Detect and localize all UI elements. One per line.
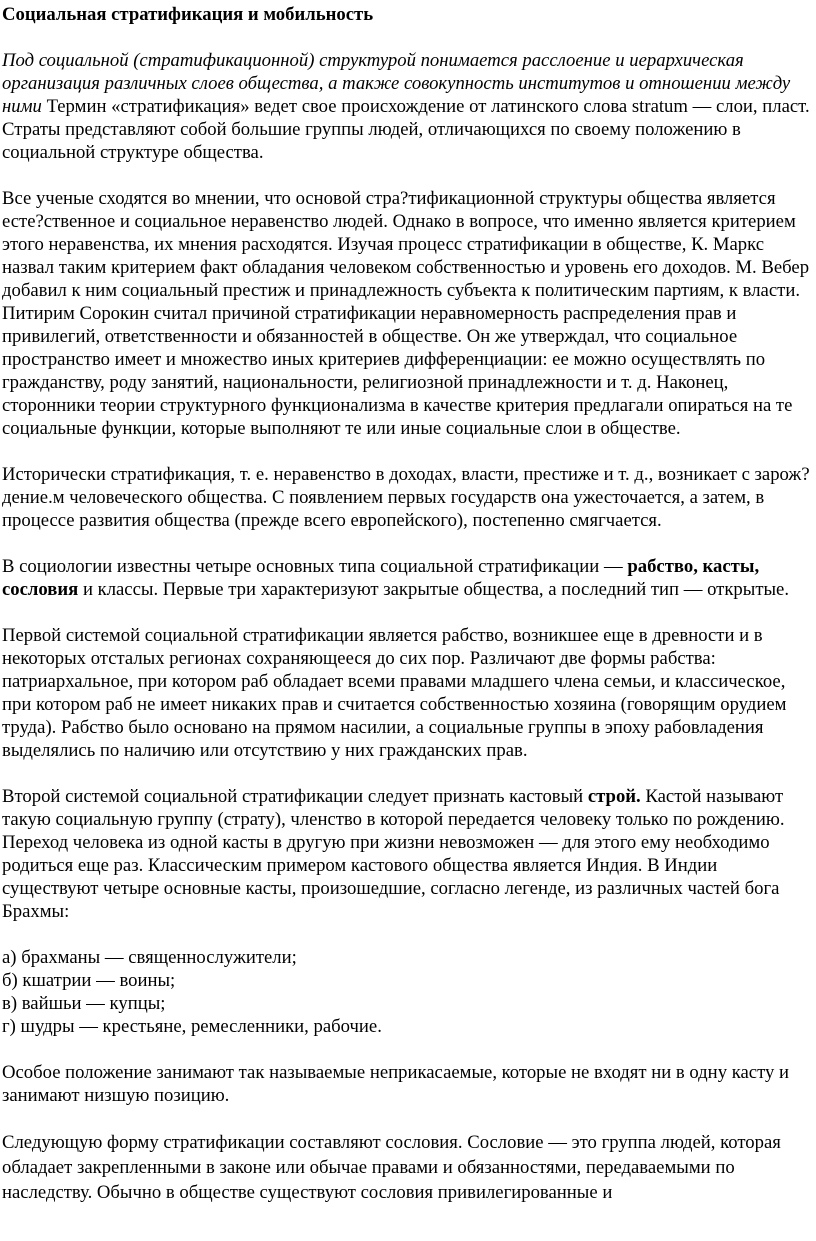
- paragraph-types: [2, 555, 816, 601]
- intro-rest: Термин «стратификация» ведет свое происхождение от латинского слова stratum — слои, пласт. Страты представляют собой большие группы людей, отличающихся по своему положению в социальной структуре общества.: [2, 96, 810, 163]
- document-page: [0, 3, 816, 1241]
- list-item: г) шудры — крестьяне, ремесленники, рабочие.: [2, 1016, 382, 1037]
- list-item: а) брахманы — священнослужители;: [2, 947, 297, 968]
- paragraph-slavery: Первой системой социальной стратификации является рабство, возникшее еще в древности и в некоторых отсталых регионах сохраняющееся до сих пор. Различают две формы рабства: патриархальное, при котором раб обладает всеми правами младшего члена семьи, и классическое, при котором раб не имеет никаких прав и считается собственностью хозяина (говорящим орудием труда). Рабство было основано на прямом насилии, а социальные группы в эпоху рабовладения выделялись по наличию или отсутствию у них гражданских прав.: [2, 625, 787, 761]
- definition-italic: Под социальной (стратификационной) структурой понимается расслоение и иерархическая организация различных слоев общества, а также совокупность институтов и отношении между ними: [2, 50, 791, 117]
- list-item: б) кшатрии — воины;: [2, 970, 176, 991]
- types-rest: и классы. Первые три характеризуют закрытые общества, а последний тип — открытые.: [78, 579, 790, 600]
- castes-bold: строй.: [587, 786, 641, 807]
- castes-rest: Кастой называют такую социальную группу (страту), членство в которой передается человеку только по рождению. Переход человека из одной касты в другую при жизни невозможен — для этого ему необходимо родиться еще раз. Классическим примером кастового общества является Индия. В Индии существуют четыре основные касты, произошедшие, согласно легенде, из различных частей бога Брахмы:: [2, 786, 785, 922]
- paragraph-intro: [2, 49, 816, 164]
- paragraph-castes: [2, 785, 816, 923]
- document-title: Социальная стратификация и мобильность: [2, 4, 374, 25]
- castes-list: [2, 946, 816, 1038]
- list-item: в) вайшьи — купцы;: [2, 993, 166, 1014]
- types-lead: В социологии известны четыре основных типа социальной стратификации —: [2, 556, 628, 577]
- paragraph-history: Исторически стратификация, т. е. неравенство в доходах, власти, престиже и т. д., возникает с зарож?дение.м человеческого общества. С появлением первых государств она ужесточается, а затем, в процессе развития общества (прежде всего европейского), постепенно смягчается.: [2, 464, 810, 531]
- paragraph-criteria: Все ученые сходятся во мнении, что основой стра?тификационной структуры общества является есте?ственное и социальное неравенство людей. Однако в вопросе, что именно является критерием этого неравенства, их мнения расходятся. Изучая процесс стратификации в обществе, К. Маркс назвал таким критерием факт обладания человеком собственностью и уровень его доходов. М. Вебер добавил к ним социальный престиж и принадлежность субъекта к политическим партиям, к власти. Питирим Сорокин считал причиной стратификации неравномерность распределения прав и привилегий, ответственности и обязанностей в обществе. Он же утверждал, что социальное пространство имеет и множество иных критериев дифференциации: ее можно осуществлять по гражданству, роду занятий, национальности, религиозной принадлежности и т. д. Наконец, сторонники теории структурного функционализма в качестве критерия предлагали опираться на те социальные функции, которые выполняют те или иные социальные слои в обществе.: [2, 188, 810, 439]
- paragraph-estates: Следующую форму стратификации составляют сословия. Сословие — это группа людей, которая обладает закрепленными в законе или обычае правами и обязанностями, передаваемыми по наследству. Обычно в обществе существуют сословия привилегированные и: [2, 1132, 781, 1203]
- types-bold: рабство, касты, сословия: [2, 556, 760, 600]
- paragraph-untouchables: Особое положение занимают так называемые неприкасаемые, которые не входят ни в одну касту и занимают низшую позицию.: [2, 1062, 790, 1106]
- castes-lead: Второй системой социальной стратификации следует признать кастовый: [2, 786, 588, 807]
